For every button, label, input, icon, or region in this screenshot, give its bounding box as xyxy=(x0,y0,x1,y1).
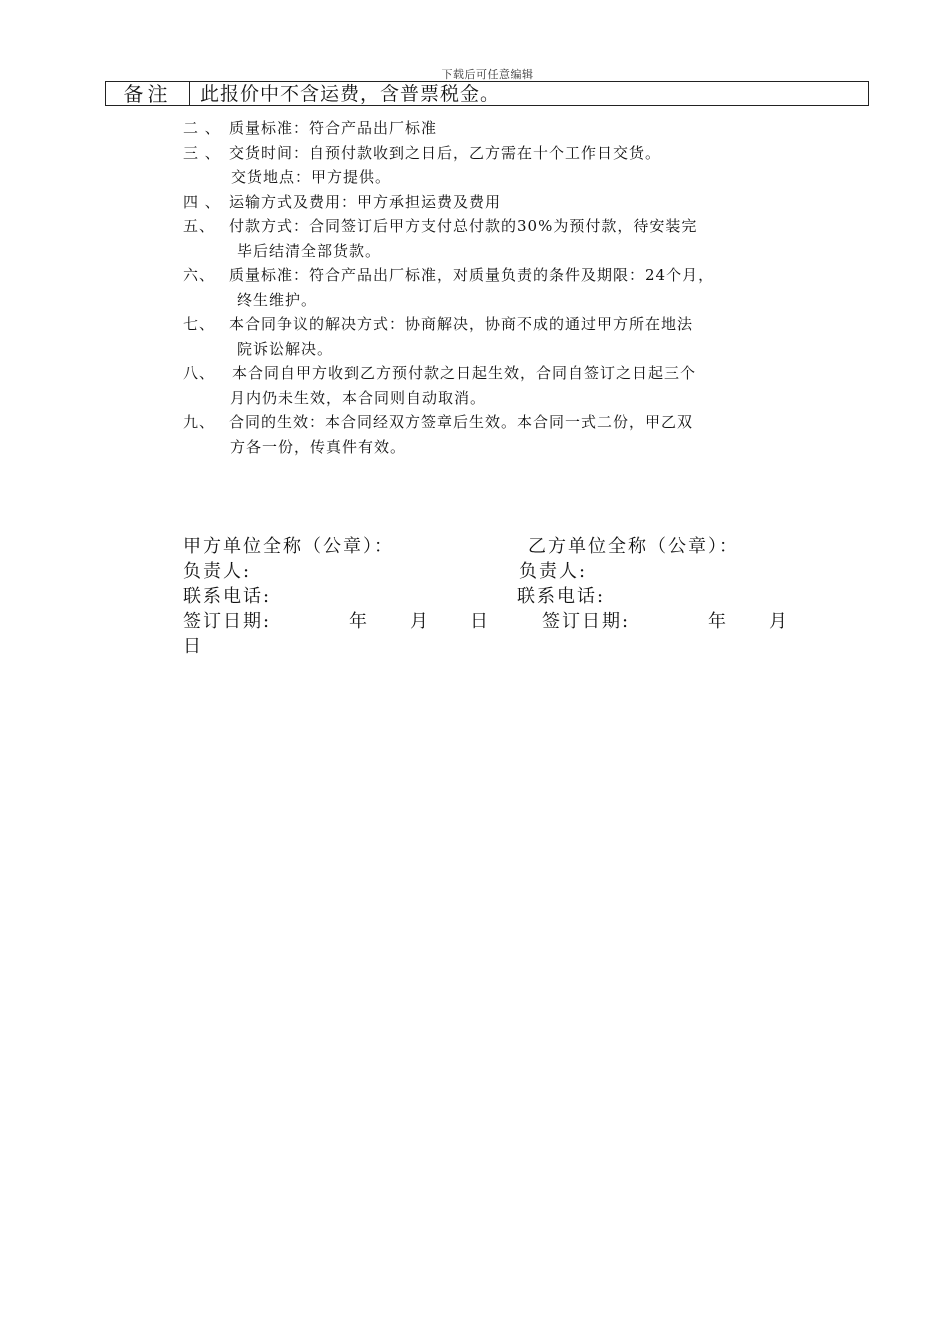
party-a-year-mark: 年 xyxy=(349,611,369,632)
clause-continuation: 院诉讼解决。 xyxy=(237,339,334,358)
remark-label: 备注 xyxy=(106,82,190,105)
party-a-responsible-label: 负责人: xyxy=(183,561,252,582)
clause-text: 质量标准：符合产品出厂标准 xyxy=(229,119,438,137)
clause-continuation: 方各一份，传真件有效。 xyxy=(230,437,407,456)
clause-text: 运输方式及费用：甲方承担运费及费用 xyxy=(229,192,502,211)
party-b-sign-date-label: 签订日期: xyxy=(542,611,631,632)
party-b-name-label: 乙方单位全称（公章）： xyxy=(528,536,739,557)
remark-text: 此报价中不含运费，含普票税金。 xyxy=(200,83,501,105)
clause-number: 五、 xyxy=(183,217,216,235)
clause-text: 交货时间：自预付款收到之日后，乙方需在十个工作日交货。 xyxy=(229,143,662,162)
sign-date-row xyxy=(183,609,823,634)
remark-table xyxy=(105,81,869,106)
responsible-row xyxy=(183,559,823,584)
clause-4 xyxy=(183,190,823,215)
clause-number: 九、 xyxy=(183,413,216,431)
party-a-day-mark: 日 xyxy=(470,611,490,632)
party-a-phone-label: 联系电话: xyxy=(183,586,272,607)
clause-6 xyxy=(183,263,823,312)
party-a-sign-date-label: 签订日期: xyxy=(183,611,272,632)
clause-number: 六、 xyxy=(183,266,216,284)
clause-continuation: 交货地点：甲方提供。 xyxy=(231,168,392,186)
clause-8 xyxy=(183,361,823,410)
contract-clauses xyxy=(183,116,823,459)
sign-date-wrap-row xyxy=(183,634,823,659)
page-header-note: 下载后可任意编辑 xyxy=(441,68,534,81)
clause-number: 三 、 xyxy=(183,143,221,162)
signature-block xyxy=(183,534,823,659)
clause-text: 质量标准：符合产品出厂标准，对质量负责的条件及期限：24个月， xyxy=(229,266,715,284)
party-b-month-mark: 月 xyxy=(769,611,789,632)
clause-5 xyxy=(183,214,823,263)
clause-2 xyxy=(183,116,823,141)
clause-number: 四 、 xyxy=(183,192,221,211)
clause-text: 合同的生效：本合同经双方签章后生效。本合同一式二份，甲乙双 xyxy=(229,413,694,431)
clause-number: 七、 xyxy=(183,315,216,333)
party-a-month-mark: 月 xyxy=(410,611,430,632)
clause-continuation: 终生维护。 xyxy=(237,290,318,309)
clause-continuation: 毕后结清全部货款。 xyxy=(237,241,382,260)
party-b-responsible-label: 负责人: xyxy=(519,561,588,582)
party-name-row xyxy=(183,534,823,559)
phone-row xyxy=(183,584,823,609)
party-b-year-mark: 年 xyxy=(708,611,728,632)
party-b-day-mark: 日 xyxy=(183,636,203,657)
clause-text: 本合同争议的解决方式：协商解决，协商不成的通过甲方所在地法 xyxy=(229,315,694,333)
clause-9 xyxy=(183,410,823,459)
clause-continuation: 月内仍未生效，本合同则自动取消。 xyxy=(230,388,487,407)
clause-3 xyxy=(183,141,823,190)
party-b-phone-label: 联系电话: xyxy=(517,586,606,607)
clause-text: 本合同自甲方收到乙方预付款之日起生效，合同自签订之日起三个 xyxy=(232,364,697,382)
party-a-name-label: 甲方单位全称（公章）： xyxy=(183,536,394,557)
clause-number: 八、 xyxy=(183,364,216,382)
clause-number: 二 、 xyxy=(183,119,221,137)
clause-7 xyxy=(183,312,823,361)
clause-text: 付款方式：合同签订后甲方支付总付款的30%为预付款，待安装完 xyxy=(229,217,698,235)
